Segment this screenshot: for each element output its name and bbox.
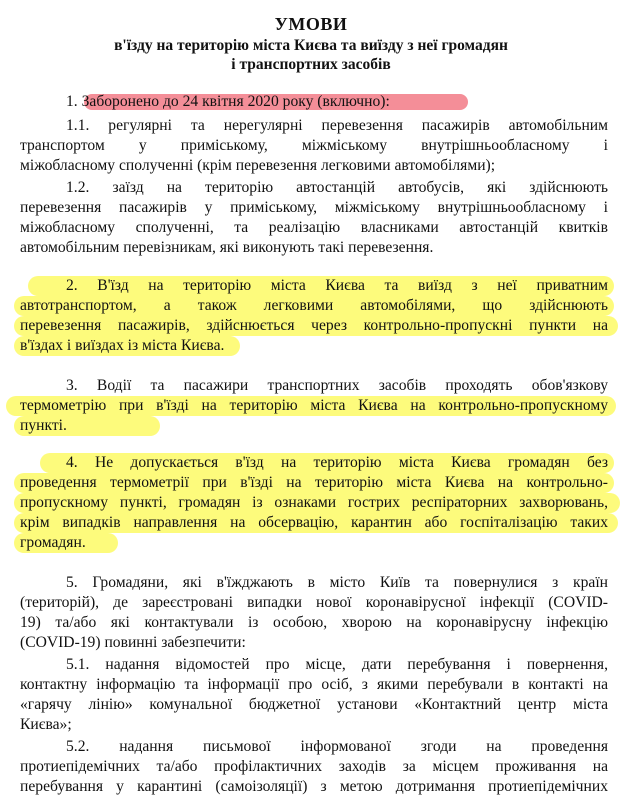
item-1-2-line: перевезення пасажирів у приміському, міжміському внутрішньообласному і — [20, 199, 608, 216]
document-subtitle-line-2: і транспортних засобів — [231, 56, 391, 73]
item-1-2-line: 1.2. заїзд на територію автостанцій автобусів, які здійснюють — [66, 179, 608, 196]
document-title: УМОВИ — [274, 14, 348, 34]
item-2-line: в'їздах і виїздах із міста Києва. — [20, 337, 225, 354]
item-1-1-line: 1.1. регулярні та нерегулярні перевезення пасажирів автомобільним — [66, 117, 608, 134]
item-5-1-line: Києва»; — [20, 716, 72, 733]
item-5-2-line: перебування у карантині (самоізоляції) з метою дотримання протиепідемічних — [20, 778, 608, 795]
item-5-line: 19) та/або які контактували із особою, хворою на коронавірусну інфекцію — [20, 614, 608, 631]
item-3-line: пункті. — [20, 417, 67, 434]
item-4-line: громадян. — [20, 534, 86, 551]
item-4-line: 4. Не допускається в'їзд на територію міста Києва громадян без — [66, 454, 608, 471]
item-2-line: автотранспортом, а також легковими автомобілями, що здійснюють — [20, 297, 608, 314]
item-4-line: крім випадків направлення на обсервацію, карантин або госпіталізацію таких — [20, 514, 608, 531]
item-1-1-line: міжобласному сполученні (крім перевезення легковими автомобілями); — [20, 157, 496, 174]
item-3-line: 3. Водії та пасажири транспортних засобів проходять обов'язкову — [66, 377, 608, 394]
item-2-line: перевезення пасажирів, здійснюється через контрольно-пропускні пункти на — [20, 317, 608, 334]
item-5-2-line: протиепідемічних та/або профілактичних заходів за місцем проживання на — [20, 758, 608, 775]
item-5-1-line: контактну інформацію та інформації про осіб, з якими перебували в контакті на — [20, 676, 608, 693]
item-5-2-line: 5.2. надання письмової інформованої згоди на проведення — [66, 738, 608, 755]
item-2-line: 2. В'їзд на територію міста Києва та виїзд з неї приватним — [66, 277, 608, 294]
item-1-2-line: автомобільним перевізникам, які виконують такі перевезення. — [20, 239, 434, 256]
document-subtitle-line-1: в'їзду на територію міста Києва та виїзду з неї громадян — [114, 37, 508, 54]
item-1-heading: 1. Заборонено до 24 квітня 2020 року (включно): — [66, 93, 390, 110]
item-3-line: термометрію при в'їзді на територію міста Києва на контрольно-пропускному — [20, 397, 608, 414]
item-1-1-line: транспортом у приміському, міжміському внутрішньообласному і — [20, 137, 608, 154]
item-4-line: проведення термометрії при в'їзді на територію міста Києва на контрольно- — [20, 474, 608, 491]
item-5-line: (територій), де зареєстровані випадки нової коронавірусної інфекції (COVID- — [20, 594, 608, 611]
item-5-1-line: 5.1. надання відомостей про місце, дати перебування і повернення, — [66, 656, 608, 673]
item-5-line: (COVID-19) повинні забезпечити: — [20, 634, 246, 651]
item-4-line: пропускному пункті, громадян із ознаками гострих респіраторних захворювань, — [20, 494, 608, 511]
item-5-line: 5. Громадяни, які в'їжджають в місто Київ та повернулися з країн — [66, 574, 608, 591]
item-1-2-line: міжобласному сполученні, та реалізацію власниками автостанцій квитків — [20, 219, 608, 236]
item-5-1-line: «гарячу лінію» комунальної бюджетної установи «Контактний центр міста — [20, 696, 608, 713]
